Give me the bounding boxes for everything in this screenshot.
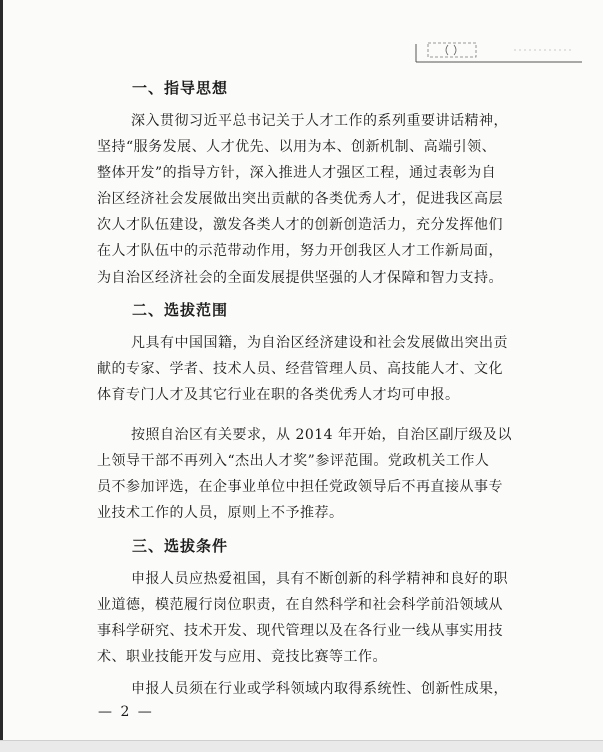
text-line: 员不参加评选，在企事业单位中担任党政领导后不再直接从事专	[97, 479, 503, 495]
stamp-graphic	[414, 40, 584, 64]
viewer-bottom-bar	[0, 740, 603, 752]
section-heading-selection-criteria: 三、选拔条件	[132, 537, 229, 555]
text-line: 整体开发”的指导方针，深入推进人才强区工程，通过表彰为自	[97, 165, 497, 181]
text-line: 上领导干部不再列入“杰出人才奖”参评范围。党政机关工作人	[97, 453, 490, 469]
text-line: 深入贯彻习近平总书记关于人才工作的系列重要讲话精神，	[131, 113, 508, 129]
text-line: 业技术工作的人员，原则上不予推荐。	[97, 505, 344, 521]
text-line: 献的专家、学者、技术人员、经营管理人员、高技能人才、文化	[97, 361, 503, 377]
text-line: 申报人员应热爱祖国，具有不断创新的科学精神和良好的职	[131, 571, 508, 587]
text-line: 业道德，模范履行岗位职责，在自然科学和社会科学前沿领域从	[97, 597, 503, 613]
text-line: 体育专门人才及其它行业在职的各类优秀人才均可申报。	[97, 387, 460, 403]
text-line: 术、职业技能开发与应用、竞技比赛等工作。	[97, 649, 387, 665]
text-line: 在人才队伍中的示范带动作用，努力开创我区人才工作新局面，	[97, 243, 503, 259]
text-line: 次人才队伍建设，激发各类人才的创新创造活力，充分发挥他们	[97, 217, 503, 233]
page-number: — 2 —	[98, 704, 154, 720]
text-line: 按照自治区有关要求，从 2014 年开始，自治区副厅级及以	[131, 427, 513, 443]
section-heading-guiding-ideology: 一、指导思想	[132, 79, 229, 97]
section-heading-selection-scope: 二、选拔范围	[132, 301, 229, 319]
text-line: 事科学研究、技术开发、现代管理以及在各行业一线从事实用技	[97, 623, 503, 639]
text-line: 申报人员须在行业或学科领域内取得系统性、创新性成果，	[131, 681, 508, 697]
text-line: 治区经济社会发展做出突出贡献的各类优秀人才，促进我区高层	[97, 191, 503, 207]
stamp-mark	[414, 40, 584, 64]
text-line: 坚持“服务发展、人才优先、以用为本、创新机制、高端引领、	[97, 139, 497, 155]
text-line: 为自治区经济社会的全面发展提供坚强的人才保障和智力支持。	[97, 270, 503, 286]
scan-edge	[0, 0, 3, 751]
text-line: 凡具有中国国籍，为自治区经济建设和社会发展做出突出贡	[131, 335, 508, 351]
